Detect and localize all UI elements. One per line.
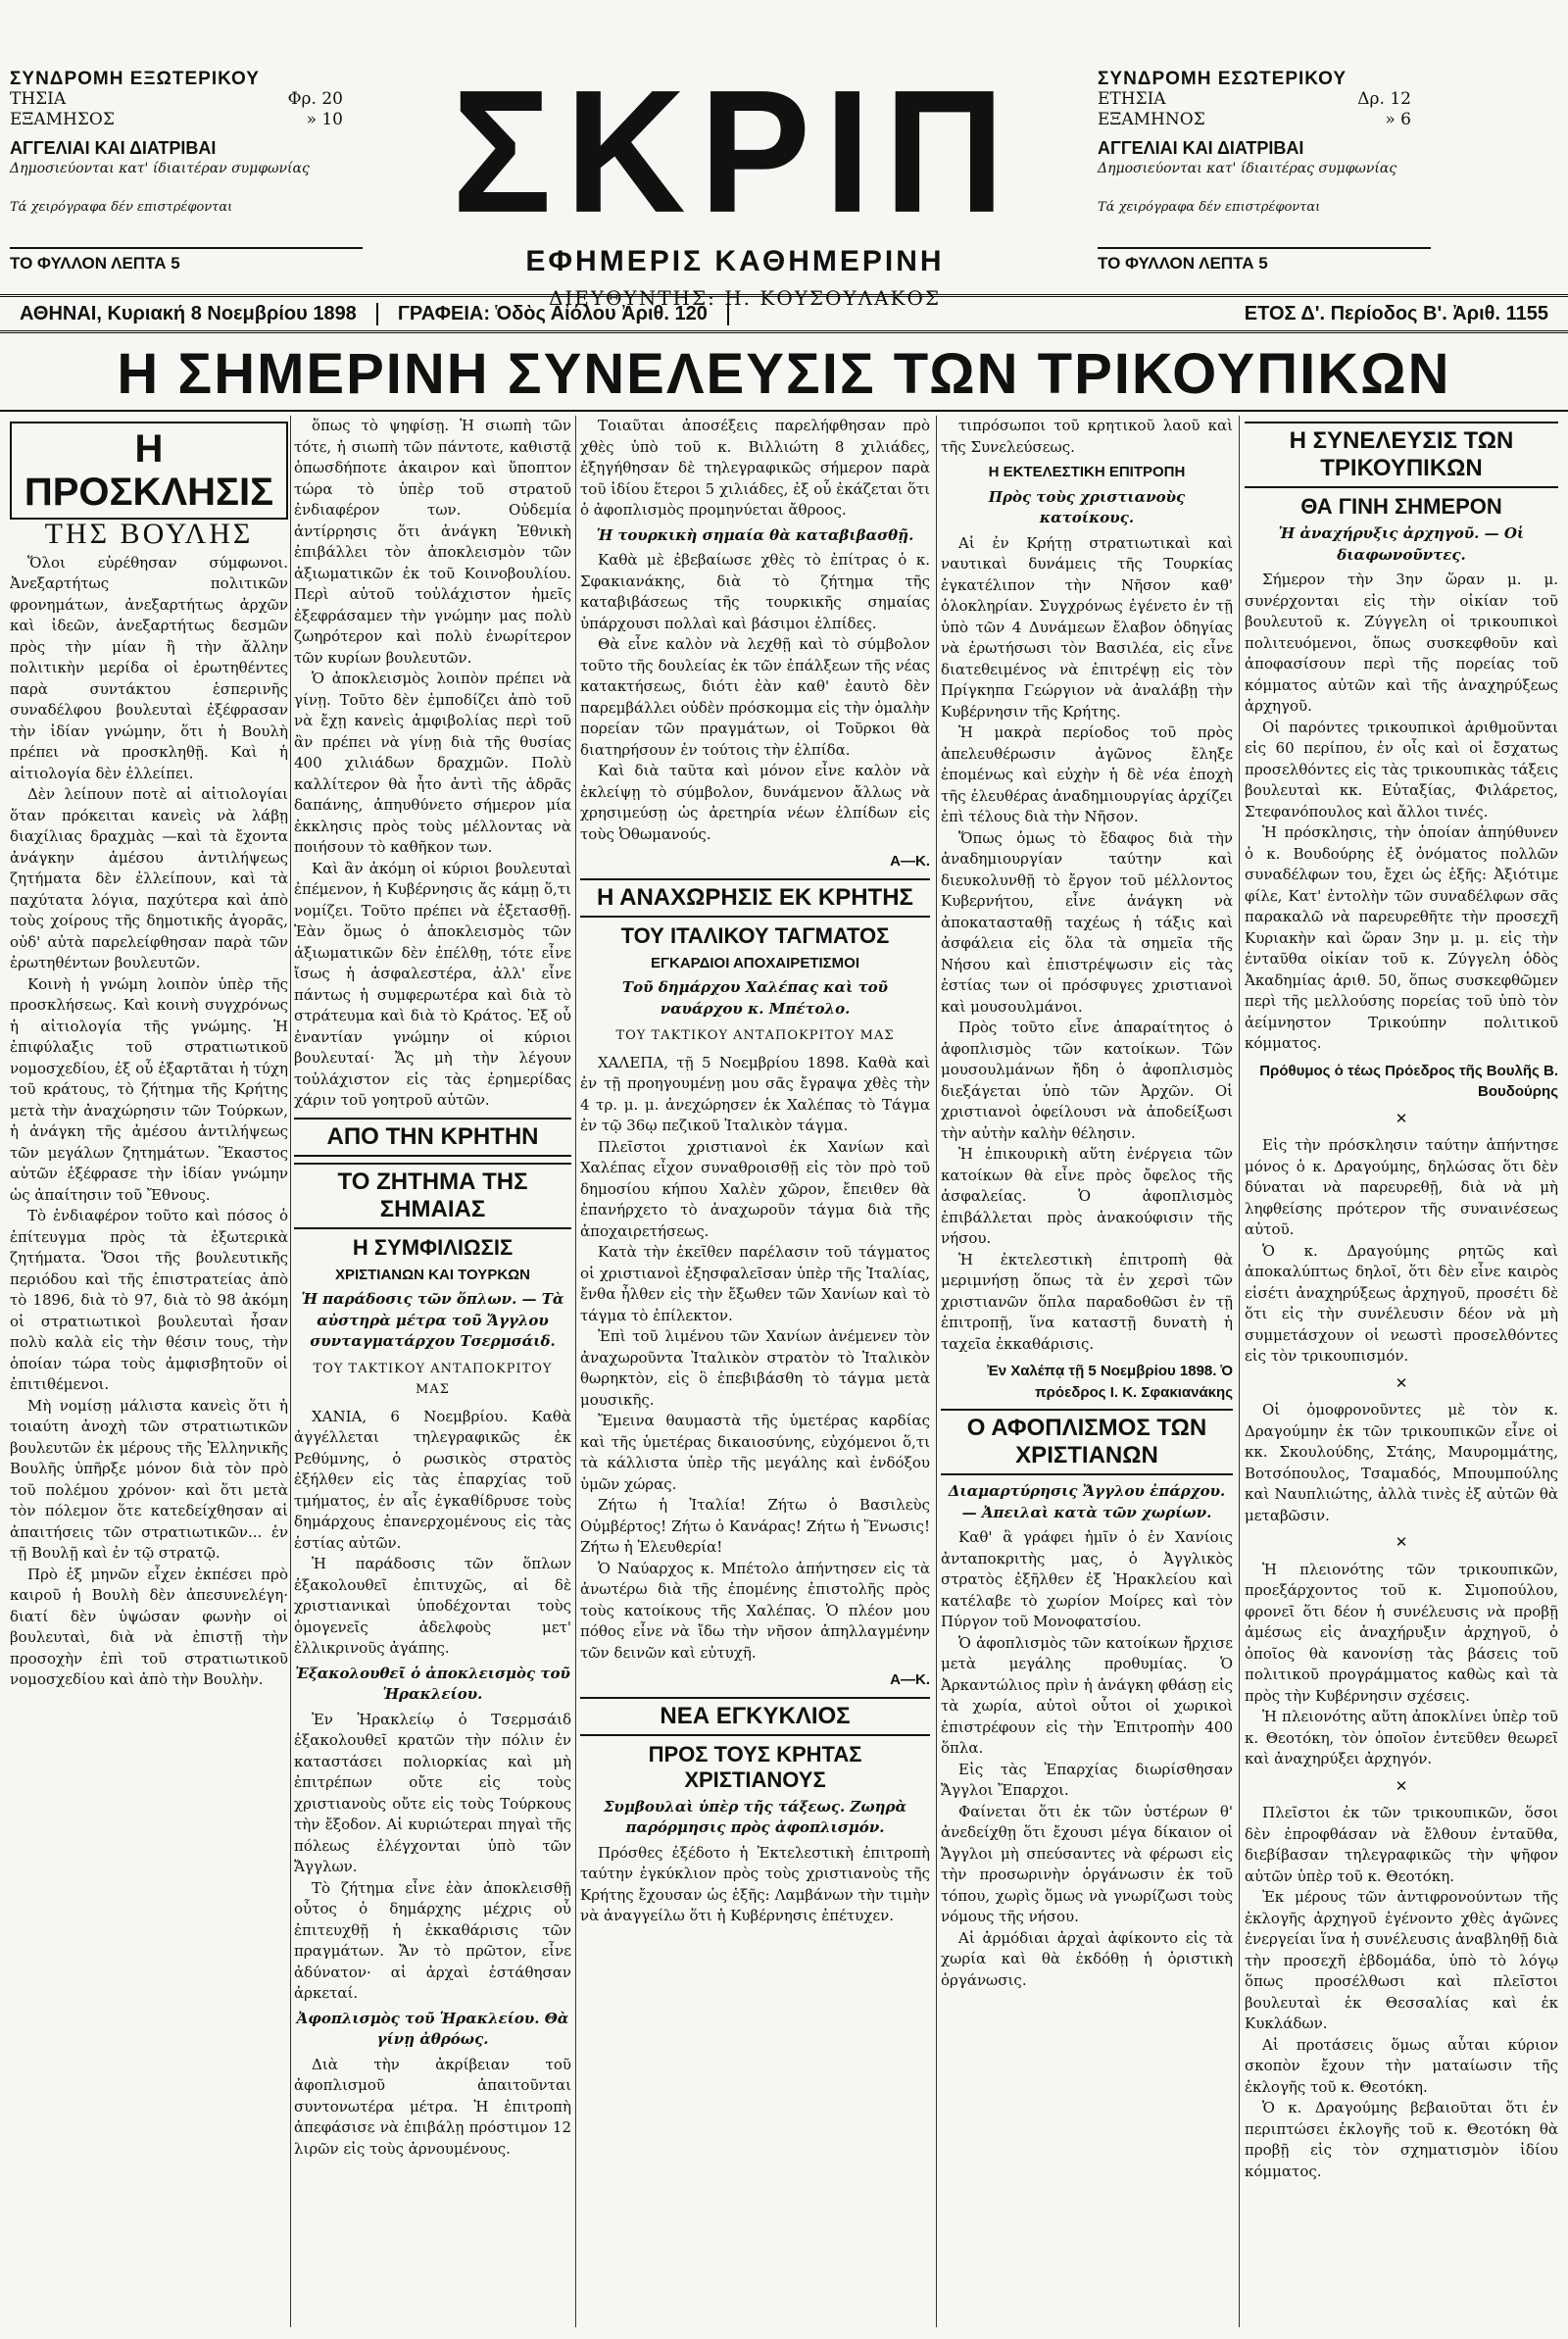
- column-5: [1245, 416, 1558, 2327]
- paragraph: Δὲν λείπουν ποτὲ αἱ αἰτιολογίαι ὅταν πρόκειται κανεὶς νὰ λάβῃ διαχίλιας δραχμὰς —καὶ τὰ ἔχοντα ἀνάγκην ἀμέσου ἀντιλήψεως ζητήματα δὲν ἐλλείπουν, καὶ τὰ παχύτατα λόγια, παχύτερα καὶ ἀπὸ τοὺς χοίρους τῆς δημοτικῆς ἀγορᾶς, οὐδ' αὐτὰ παρελείφθησαν παρὰ τῶν ἐρωτηθέντων βουλευτῶν.: [10, 785, 288, 971]
- column-divider: [575, 416, 576, 2327]
- columns: [0, 416, 1568, 2327]
- subscription-domestic-heading: ΣΥΝΔΡΟΜΗ ΕΣΩΤΕΡΙΚΟΥ: [1098, 69, 1348, 89]
- article-summary: Ἡ παράδοσις τῶν ὅπλων. — Τὰ αὐστηρὰ μέτρα τοῦ Ἄγγλου συνταγματάρχου Τσερμσάιδ.: [301, 1290, 564, 1350]
- paragraph: Μὴ νομίσῃ μάλιστα κανεὶς ὅτι ἡ τοιαύτη ἀνοχὴ τῶν στρατιωτικῶν βουλευτῶν ἐκ μέρους τῆς Ἑλληνικῆς Βουλῆς ὑπῆρξε μόνον διὰ τὸν πρὸ τοῦ πολέμου χρόνον· καὶ ὅτι μετὰ τὸν πόλεμον ὅτε κατεδείχθησαν αἱ ἀπαιτήσεις τῶν στρατιωτικῶν... ἐν τῇ Βουλῇ καὶ ἐν τῷ στρατῷ.: [10, 1396, 288, 1562]
- ads-heading-left: ΑΓΓΕΛΙΑΙ ΚΑΙ ΔΙΑΤΡΙΒΑΙ: [10, 138, 217, 158]
- paragraph: Κοινὴ ἡ γνώμη λοιπὸν ὑπὲρ τῆς προσκλήσεως. Καὶ κοινὴ συγχρόνως ἡ αἰτιολογία τῆς γνώμης. Ἡ ἐπιφύλαξις τοῦ στρατιωτικοῦ νομοσχεδίου, ἐξ οὗ ἐξαρτᾶται ἡ τύχη τοῦ κράτους, τὸ ζήτημα τῆς Κρήτης μετὰ τὴν ἀναχώρησιν τῶν Τούρκων, ἡ ἀνάγκη τῆς ἀμέσου ἀντιλήψεως τῶν μεγάλων ζητημάτων. Ἕκαστος αὐτῶν ἐξέφρασε τὴν ἰδίαν γνώμην ὡς ἀπαίτησιν τοῦ Ἔθνους.: [10, 974, 288, 1204]
- paragraph: Τοιαῦται ἀποσέξεις παρελήφθησαν πρὸ χθὲς ὑπὸ τοῦ κ. Βιλλιώτη 8 χιλιάδες, ἐξηγήθησαν δὲ τηλεγραφικῶς σήμερον παρὰ τοῦ ἰδίου ἕτεροι 5 χιλιάδες, ἐξ οὗ ἐκάζεται ὅτι ὁ ἀφοπλισμὸς προμηνύεται ἄθροος.: [580, 417, 930, 519]
- newspaper-logo: ΣΚΡΙΠ: [451, 54, 1019, 250]
- article-title: Η ΕΚΤΕΛΕΣΤΙΚΗ ΕΠΙΤΡΟΠΗ: [988, 464, 1186, 480]
- price-left: ΤΟ ΦΥΛΛΟΝ ΛΕΠΤΑ 5: [10, 247, 363, 274]
- issue-number: ΕΤΟΣ Δ'. Περίοδος Β'. Ἀριθ. 1155: [1244, 302, 1548, 324]
- paragraph: Οἱ ὁμοφρονοῦντες μὲ τὸν κ. Δραγούμην ἐκ τῶν τρικουπικῶν εἶνε οἱ κκ. Σκουλούδης, Στάης, Μαυρομμάτης, Βοτσόπουλος, Τσαμαδός, Μπουμπούλης καὶ Ναυπλιώτης, ἀλλὰ τινὲς ἐξ αὐτῶν θὰ μεταβῶσιν.: [1245, 1401, 1558, 1524]
- paragraph: Ὁ κ. Δραγούμης βεβαιοῦται ὅτι ἐν περιπτώσει ἐκλογῆς τοῦ κ. Θεοτόκη θὰ προβῇ εἰς τὸν σχηματισμὸν ἰδίου κόμματος.: [1245, 2099, 1558, 2180]
- paragraph: Ἡ ἐκτελεστικὴ ἐπιτροπὴ θὰ μεριμνήσῃ ὅπως τὰ ἐν χερσὶ τῶν χριστιανῶν ὅπλα παραδοθῶσι ἐν τῇ ἐπιτροπῇ, ἵνα καταστῇ δυνατὴ ἡ ταχεῖα ἐκκαθάρισις.: [941, 1250, 1233, 1353]
- paragraph: Καθὰ μὲ ἐβεβαίωσε χθὲς τὸ ἐπίτρας ὁ κ. Σφακιανάκης, διὰ τὸ ζήτημα τῆς καταβιβάσεως τῆς τουρκικῆς σημαίας ὑπάρχουσι πολλαὶ καὶ βάσιμοι ἐλπίδες.: [580, 551, 930, 632]
- paragraph: Ἔμεινα θαυμαστὰ τῆς ὑμετέρας καρδίας καὶ τῆς ὑμετέρας δικαιοσύνης, εὐχόμενοι ὅ,τι τὰ κάλλιστα ὑπὲρ τῆς μεγάλης καὶ ἐνδόξου ὑμῶν χώρας.: [580, 1412, 930, 1493]
- article-subtitle: ΕΓΚΑΡΔΙΟΙ ΑΠΟΧΑΙΡΕΤΙΣΜΟΙ: [651, 954, 859, 971]
- article-title: Η ΣΥΜΦΙΛΙΩΣΙΣ: [352, 1234, 514, 1260]
- ads-note-right: Δημοσιεύονται κατ' ίδιαιτέρας συμφωνίας: [1098, 161, 1397, 176]
- article-title: Η ΑΝΑΧΩΡΗΣΙΣ ΕΚ ΚΡΗΤΗΣ: [580, 878, 930, 918]
- paragraph: Καὶ διὰ ταῦτα καὶ μόνον εἶνε καλὸν νὰ ἐκλείψῃ τὸ σύμβολον, δυνάμενον ἄλλως νὰ χρησιμεύσῃ ὡς ἀρετηρία νέων ἐλπίδων εἰς τοὺς Ὀθωμανούς.: [580, 762, 930, 843]
- paragraph: Ἡ πρόσκλησις, τὴν ὁποίαν ἀπηύθυνεν ὁ κ. Βουδούρης ἐξ ὀνόματος πολλῶν συναδέλφων του, ἔχει ὡς ἑξῆς: Ἀξιότιμε φίλε, Κατ' ἐντολὴν τῶν συναδέλφων σᾶς παρακαλῶ νὰ παρευρεθῆτε τὴν προσεχῆ Κυριακὴν καὶ ὥραν 3ην μ. μ. εἰς τὴν ἐνταῦθα οἰκίαν τοῦ κ. Ζύγγελη ὁδὸς Ἀκαδημίας ἀριθ. 50, ὅπως συσκεφθῶμεν περὶ τῆς μελλούσης πορείας τοῦ ὑπὸ τὸν ἀείμνηστον Τρικούπην πολιτικοῦ κόμματος.: [1245, 823, 1558, 1052]
- subscription-domestic-annual: ΕΤΗΣΙΑ Δρ. 12: [1098, 89, 1411, 109]
- column-4: [941, 416, 1233, 2327]
- article-subtitle: ΧΡΙΣΤΙΑΝΩΝ ΚΑΙ ΤΟΥΡΚΩΝ: [334, 1266, 531, 1283]
- subscription-domestic-semester: ΕΞΑΜΗΝΟΣ » 6: [1098, 110, 1411, 129]
- paragraph: Ἐκ μέρους τῶν ἀντιφρονούντων τῆς ἐκλογῆς ἀρχηγοῦ ἐγένοντο χθὲς ἀγῶνες ἐνεργείαι ἵνα ἡ συνέλευσις ἀναβληθῇ διὰ τὴν προσεχῆ ἑβδομάδα, ὑπὸ τὸ λόγῳ ὅπως προσέλθωσι καὶ πλεῖστοι βουλευταὶ ἐκ Θεσσαλίας καὶ ἐκ Κυκλάδων.: [1245, 1888, 1558, 2032]
- paragraph: ΧΑΛΕΠΑ, τῇ 5 Νοεμβρίου 1898. Καθὰ καὶ ἐν τῇ προηγουμένῃ μου σᾶς ἔγραψα χθὲς τὴν 4 τρ. μ. μ. ἀνεχώρησεν ἐκ Χαλέπας τὸ Τάγμα ἐν τῷ 36ῳ πεζικοῦ Ἰταλικὸν τάγμα.: [580, 1053, 930, 1134]
- paragraph: Ἡ ἐπικουρικὴ αὕτη ἐνέργεια τῶν κατοίκων θὰ εἶνε πρὸς ὄφελος τῆς ἀσφαλείας. Ὁ ἀφοπλισμὸς ἐπιβάλλεται πρὸς ἀνακούφισιν τῆς νήσου.: [941, 1145, 1233, 1247]
- article-title: ΝΕΑ ΕΓΚΥΚΛΙΟΣ: [580, 1697, 930, 1736]
- paragraph: Ὅλοι εὑρέθησαν σύμφωνοι. Ἀνεξαρτήτως πολιτικῶν φρονημάτων, ἀνεξαρτήτως ἀρχῶν καὶ ἰδεῶν, ἀνεξαρτήτως δεσμῶν πρὸς τὴν μίαν ἢ τὴν ἄλλην πολιτικὴν μερίδα οἱ ἐρωτηθέντες παρὰ συντάκτου ἑσπερινῆς συναδέλφου βουλευταὶ ἐξέφρασαν τὴν ἰδίαν γνώμην, ὅτι ἡ Βουλὴ πρέπει νὰ προσκληθῇ. Καὶ ἡ αἰτιολογία δὲν ἐλλείπει.: [10, 553, 288, 782]
- ads-heading-right: ΑΓΓΕΛΙΑΙ ΚΑΙ ΔΙΑΤΡΙΒΑΙ: [1098, 138, 1304, 158]
- paragraph: Σήμερον τὴν 3ην ὥραν μ. μ. συνέρχονται εἰς τὴν οἰκίαν τοῦ βουλευτοῦ κ. Ζύγγελη οἱ τρικουπικοὶ πολιτευόμενοι, ὅπως συσκεφθοῦν καὶ ἀποφασίσουν περὶ τῆς πορείας τοῦ κόμματος αὐτῶν καὶ τῆς ἀναχηρύξεως ἀρχηγοῦ.: [1245, 571, 1558, 715]
- paragraph: Εἰς τὴν πρόσκλησιν ταύτην ἀπήντησε μόνος ὁ κ. Δραγούμης, δηλώσας ὅτι δὲν δύναται νὰ παρευρεθῇ, διὰ νὰ μὴ ληφθείσης πρότερον τῆς συναινέσεως αὐτοῦ.: [1245, 1136, 1558, 1238]
- article-title: ΤΟ ΖΗΤΗΜΑ ΤΗΣ ΣΗΜΑΙΑΣ: [294, 1163, 571, 1229]
- article-title: ΑΠΟ ΤΗΝ ΚΡΗΤΗΝ: [294, 1118, 571, 1157]
- dateline-bar: [0, 294, 1568, 333]
- paragraph: Οἱ παρόντες τρικουπικοὶ ἀριθμοῦνται εἰς 60 περίπου, ἐν οἷς καὶ οἱ ἔσχατως προσελθόντες εἰς τὰς τρικουπικὰς τάξεις βουλευταὶ κκ. Εὐταξίας, Φιλάρετος, Στεφανόπουλος καὶ ἄλλοι τινές.: [1245, 718, 1558, 821]
- paragraph: Ὅπως ὁμως τὸ ἔδαφος διὰ τὴν ἀναδημιουργίαν ταύτην καὶ διευκολυνθῇ τὸ ἔργον τοῦ μέλλοντος Κυβερνήτου, εἶνε ἀνάγκη νὰ ἀποκατασταθῇ ταχέως ἡ τάξις καὶ ἀσφάλεια εἰς ὅλα τὰ σημεῖα τῆς Νήσου καὶ ἐπιστρέψωσιν εἰς τὰς ἑστίας των οἱ πρόσφυγες χριστιανοὶ καὶ μουσουλμάνοι.: [941, 828, 1233, 1016]
- issue-date: ΑΘΗΝΑΙ, Κυριακή 8 Νοεμβρίου 1898: [0, 303, 378, 325]
- manuscripts-note-right: Τά χειρόγραφα δέν επιστρέφονται: [1098, 200, 1321, 215]
- section-heading: Ἐξακολουθεῖ ὁ ἀποκλεισμὸς τοῦ Ἡρακλείου.: [295, 1664, 570, 1703]
- paragraph: τιπρόσωποι τοῦ κρητικοῦ λαοῦ καὶ τῆς Συνελεύσεως.: [941, 417, 1233, 456]
- article-subtitle: Πρὸς τοὺς χριστιανοὺς κατοίκους.: [988, 487, 1186, 526]
- article-summary: Ἡ ἀναχήρυξις ἀρχηγοῦ. — Οἱ διαφωνοῦντες.: [1278, 524, 1525, 564]
- subscription-abroad-annual: ΤΗΣΙΑ Φρ. 20: [10, 89, 343, 109]
- article-summary: Συμβουλαὶ ὑπὲρ τῆς τάξεως. Ζωηρὰ παρόρμησις πρὸς ἀφοπλισμόν.: [603, 1797, 907, 1836]
- article-title: Η ΣΥΝΕΛΕΥΣΙΣ ΤΩΝ ΤΡΙΚΟΥΠΙΚΩΝ: [1245, 422, 1558, 488]
- manuscripts-note-left: Τά χειρόγραφα δέν επιστρέφονται: [10, 200, 233, 215]
- paragraph: ὅπως τὸ ψηφίσῃ. Ἡ σιωπὴ τῶν τότε, ἡ σιωπὴ τῶν πάντοτε, καθιστᾷ ὁπωσδήποτε ἀκαιρον καὶ ὕποπτον τώρα τὸ ὑπὲρ τοῦ στρατοῦ ἐνδιαφέρον των. Οὐδεμία ἀντίρρησις ὅτι ἀνάγκη Ἐθνικὴ ἐπιβάλλει τὸν ἀποκλεισμὸν τῶν ἀξιωματικῶν ἐκ τοῦ Κοινοβουλίου. Περὶ αὐτοῦ τοὐλάχιστον ἡμεῖς ἐξεφράσαμεν τὴν γνώμην μας πολὺ ζωηρότερον καὶ πολὺ ἐνωρίτερον τῶν κυρίων βουλευτῶν.: [294, 417, 571, 667]
- correspondent-line: ΤΟΥ ΤΑΚΤΙΚΟΥ ΑΝΤΑΠΟΚΡΙΤΟΥ ΜΑΣ: [615, 1028, 895, 1043]
- divider-cross-icon: ✕: [1395, 1373, 1408, 1392]
- column-1: [10, 416, 288, 2327]
- subscription-abroad-heading: ΣΥΝΔΡΟΜΗ ΕΞΩΤΕΡΙΚΟΥ: [10, 69, 260, 89]
- newspaper-subtitle: ΕΦΗΜΕΡΙΣ ΚΑΘΗΜΕΡΙΝΗ: [525, 245, 945, 277]
- article-title: Ο ΑΦΟΠΛΙΣΜΟΣ ΤΩΝ ΧΡΙΣΤΙΑΝΩΝ: [941, 1409, 1233, 1475]
- paragraph: Ἡ παράδοσις τῶν ὅπλων ἐξακολουθεῖ ἐπιτυχῶς, αἱ δὲ χριστιανικαὶ ὑποδέχονται τοὺς ὁμογενεῖς ἀδελφοὺς μετ' ἐλλικρινοῦς ἀγάπης.: [294, 1555, 571, 1657]
- correspondent-line: ΤΟΥ ΤΑΚΤΙΚΟΥ ΑΝΤΑΠΟΚΡΙΤΟΥ ΜΑΣ: [313, 1361, 553, 1397]
- paragraph: Διὰ τὴν ἀκρίβειαν τοῦ ἀφοπλισμοῦ ἀπαιτοῦνται συντονωτέρα μέτρα. Ἡ ἐπιτροπὴ ἀπεφάσισε νὰ ἐπιβάλῃ πρόστιμον 12 λιρῶν εἰς τοὺς ἀρνουμένους.: [294, 2055, 571, 2158]
- article-title: Η ΠΡΟΣΚΛΗΣΙΣ: [10, 422, 288, 520]
- ads-note-left: Δημοσιεύονται κατ' ίδιαιτέραν συμφωνίας: [10, 161, 310, 176]
- price-right: ΤΟ ΦΥΛΛΟΝ ΛΕΠΤΑ 5: [1098, 247, 1431, 274]
- paragraph: Αἱ ἐν Κρήτῃ στρατιωτικαὶ καὶ ναυτικαὶ δυνάμεις τῆς Τουρκίας ἐγκατέλιπον τὴν Νῆσον καθ' ὁλοκληρίαν. Συγχρόνως ἐγένετο ἐν τῇ ὑπὸ τῶν 4 Δυνάμεων ἔλαβον ὁδηγίας νὰ ἐρωτήσωσι τὸν Βασιλέα, εἰς εἶνε διατεθειμένος νὰ ἐπιτρέψῃ εἰς τὸν Πρίγκηπα Γεώργιον νὰ ἀναλάβῃ τὴν Κυβέρνησιν τῆς Κρήτης.: [941, 533, 1233, 721]
- signature: Πρόθυμος ὁ τέως Πρόεδρος τῆς Βουλῆς Β. Βουδούρης: [1259, 1062, 1558, 1100]
- director-line: ΔΙΕΥΘΥΝΤΗΣ: Η. ΚΟΥΣΟΥΛΑΚΟΣ: [548, 286, 942, 310]
- column-divider: [290, 416, 291, 2327]
- column-2: [294, 416, 571, 2327]
- signature: Α—Κ.: [890, 853, 930, 870]
- paragraph: Ἐν Ἡρακλείῳ ὁ Τσερμσάιδ ἐξακολουθεῖ κρατῶν τὴν πόλιν ἐν καταστάσει πολιορκίας καὶ μὴ ἐπιτρέπων οὔτε εἰς τοὺς χριστιανοὺς οὔτε εἰς τοὺς Τούρκους τὴν ἔξοδον. Αἱ κυριώτεραι πηγαὶ τῆς πόλεως ἐλέγχονται ὑπὸ τῶν Ἄγγλων.: [294, 1710, 571, 1875]
- paragraph: Ὁ Ναύαρχος κ. Μπέτολο ἀπήντησεν εἰς τὰ ἀνωτέρω διὰ τῆς ἐπομένης ἐπιστολῆς πρὸς τοὺς κατοίκους τῆς Χαλέπας. Ὁ πλέον μου πόθος εἶνε νὰ ἴδω τὴν νῆσον ἀπηλλαγμένην τῶν δεινῶν καὶ εὐτυχῆ.: [580, 1559, 930, 1662]
- paragraph: Αἱ ἁρμόδιαι ἀρχαὶ ἀφίκοντο εἰς τὰ χωρία καὶ θὰ ἐκδόθῃ ἡ ὁριστικὴ ὀργάνωσις.: [941, 1928, 1233, 1989]
- subscription-abroad-box: [10, 69, 363, 274]
- subscription-domestic-box: [1098, 69, 1431, 274]
- article-subtitle: ΤΗΣ ΒΟΥΛΗΣ: [44, 518, 254, 550]
- article-subtitle: ΘΑ ΓΙΝΗ ΣΗΜΕΡΟΝ: [1300, 494, 1502, 519]
- section-heading: Ἀφοπλισμὸς τοῦ Ἡρακλείου. Θὰ γίνῃ ἀθρόως.: [296, 2009, 569, 2048]
- paragraph: ΧΑΝΙΑ, 6 Νοεμβρίου. Καθὰ ἀγγέλλεται τηλεγραφικῶς ἐκ Ρεθύμνης, ὁ ρωσικὸς στρατὸς ἐξήλθεν εἰς τὰς ἐπαρχίας τοῦ τμήματος, ἐν αἷς ἐγκαθίδρυσε τοὺς δημάρχους ἐπανερχομένους εἰς τὰς ἑστίας αὐτῶν.: [294, 1407, 571, 1552]
- signature: Ἐν Χαλέπᾳ τῇ 5 Νοεμβρίου 1898. Ὁ πρόεδρος Ι. Κ. Σφακιανάκης: [987, 1363, 1233, 1401]
- office-address: ΓΡΑΦΕΙΑ: Ὁδὸς Αἰόλου Ἀριθ. 120: [378, 303, 729, 325]
- paragraph: Αἱ προτάσεις ὅμως αὗται κύριον σκοπὸν ἔχουν τὴν ματαίωσιν τῆς ἐκλογῆς τοῦ κ. Θεοτόκη.: [1245, 2035, 1558, 2096]
- column-divider: [936, 416, 937, 2327]
- paragraph: Ἡ πλειονότης τῶν τρικουπικῶν, προεξάρχοντος τοῦ κ. Σιμοπούλου, φρονεῖ ὅτι δέον ἡ συνέλευσις νὰ προβῇ ἀμέσως εἰς ἀναχήρυξιν ἀρχηγοῦ, ὁ ὁποῖος θὰ κανονίσῃ τὰς βάσεις τοῦ πολιτικοῦ προγράμματος καθὼς καὶ τὰ πρὸς τὴν Κυβέρνησιν σχέσεις.: [1245, 1560, 1558, 1705]
- paragraph: Ἡ πλειονότης αὕτη ἀποκλίνει ὑπὲρ τοῦ κ. Θεοτόκη, τὸν ὁποῖον ἐντεῦθεν θεωρεῖ καὶ ἀναχηρύξει ἀρχηγόν.: [1245, 1708, 1558, 1767]
- paragraph: Πρόσθες ἐξέδοτο ἡ Ἐκτελεστικὴ ἐπιτροπὴ ταύτην ἐγκύκλιον πρὸς τοὺς χριστιανοὺς τῆς Κρήτης ἔχουσαν ὡς ἑξῆς: Λαμβάνων τὴν τιμὴν νὰ ἀναγγείλω ὅτι ἡ Κυβέρνησις ἐπέτυχεν.: [580, 1843, 930, 1924]
- article-title: ΠΡΟΣ ΤΟΥΣ ΚΡΗΤΑΣ ΧΡΙΣΤΙΑΝΟΥΣ: [648, 1741, 862, 1792]
- paragraph: Πλεῖστοι χριστιανοὶ ἐκ Χανίων καὶ Χαλέπας εἶχον συναθροισθῇ εἰς τὸν πρὸ τοῦ δημοσίου κήπου Χαλὲν χῶρον, ἔπειθεν θὰ ἐπανήρχετο τὸ ἀναχωροῦν τάγμα διὰ τῆς ἀποχαιρετήσεως.: [580, 1137, 930, 1240]
- paragraph: Καθ' ἃ γράφει ἡμῖν ὁ ἐν Χανίοις ἀνταποκριτὴς μας, ὁ Ἀγγλικὸς στρατὸς ἐξῆλθεν ἐξ Ἡρακλείου καὶ κατέλαβε τὸ χωρίον Μοίρες καὶ τὸν Πύργον τοῦ Μονοφατσίου.: [941, 1528, 1233, 1630]
- main-headline: Η ΣΗΜΕΡΙΝΗ ΣΥΝΕΛΕΥΣΙΣ ΤΩΝ ΤΡΙΚΟΥΠΙΚΩΝ: [117, 342, 1451, 406]
- paragraph: Τὸ ἐνδιαφέρον τοῦτο καὶ πόσος ὁ ἐπίτευγμα πρὸς τὰ ἐξωτερικὰ ζητήματα. Ὅσοι τῆς βουλευτικῆς περιόδου καὶ τῆς ἐπιστρατείας ἀπὸ τὸ 1896, διὰ τὸ 97, διὰ τὸ 98 ἀκόμη οἱ στρατιωτικοὶ βουλευταὶ ἦσαν πολὺ καλὰ εἰς τὴν θέσιν τους, τὴν ὁποίαν τώρα τοὺς ἀμφισβητοῦν οἱ ἐπιτιθέμενοι.: [10, 1207, 288, 1393]
- masthead: [0, 54, 1568, 310]
- paragraph: Πλεῖστοι ἐκ τῶν τρικουπικῶν, ὅσοι δὲν ἐπροφθάσαν νὰ ἔλθουν ἐνταῦθα, διεβίβασαν τηλεγραφικῶς τὴν ψῆφον αὐτῶν ὑπὲρ τοῦ κ. Θεοτόκη.: [1245, 1804, 1558, 1885]
- divider-cross-icon: ✕: [1395, 1776, 1408, 1795]
- paragraph: Ἡ μακρὰ περίοδος τοῦ πρὸς ἀπελευθέρωσιν ἀγῶνος ἔληξε ἐπομένως καὶ εὐχὴν ἡ δὲ νέα ἐποχὴ τῆς ἐλευθέρας ἀναδημιουργίας ἀρχίζει ἐπὶ τέλους διὰ τὴν Νῆσον.: [941, 723, 1233, 825]
- signature: Α—Κ.: [890, 1671, 930, 1688]
- paragraph: Φαίνεται ὅτι ἐκ τῶν ὑστέρων θ' ἀνεδείχθῃ ὅτι ἔχουσι μέγα δίκαιον οἱ Ἄγγλοι μὴ σπεύσαντες νὰ φέρωσι εἰς τὴν προσωρινὴν ὀργάνωσιν ἐκ τοῦ τόπου, χωρὶς ὅμως νὰ γνωρίζωσι τοὺς νόμους τῆς νήσου.: [941, 1802, 1233, 1925]
- paragraph: Ὁ κ. Δραγούμης ρητῶς καὶ ἀποκαλύπτως δηλοῖ, ὅτι δὲν εἶνε καιρὸς εἰσέτι ἀναχηρύξεως ἀρχηγοῦ, προσέτι δὲ ὅτι εἰς τὴν συνέλευσιν δέον νὰ μὴ συμμετάσχουν οἱ νεωστὶ προσελθόντες εἰς τὸν τρικουπισμόν.: [1245, 1241, 1558, 1365]
- divider-cross-icon: ✕: [1395, 1533, 1408, 1551]
- paragraph: Τὸ ζήτημα εἶνε ἐὰν ἀποκλεισθῇ οὗτος ὁ δημάρχης μέχρις οὗ ἐπιτευχθῇ ἡ ἐκκαθάρισις τῶν πραγμάτων. Ἄν τὸ πρῶτον, εἶνε ἀδύνατον· αἱ ἀρχαὶ ἐστάθησαν ἀρκεταί.: [294, 1878, 571, 2002]
- subscription-abroad-semester: ΕΞΑΜΗΣΟΣ » 10: [10, 110, 343, 129]
- paragraph: Ἐπὶ τοῦ λιμένου τῶν Χανίων ἀνέμενεν τὸν ἀναχωροῦντα Ἰταλικὸν στρατὸν τὸ Ἰταλικὸν θωρηκτὸν, εἰς ὃ ἐπεβιβάσθη τὸ τάγμα μετὰ μουσικῆς.: [580, 1327, 930, 1409]
- paragraph: Ζήτω ἡ Ἰταλία! Ζήτω ὁ Βασιλεὺς Οὐμβέρτος! Ζήτω ὁ Κανάρας! Ζήτω ἡ Ἕνωσις! Ζήτω ἡ Ἐλευθερία!: [580, 1496, 930, 1556]
- paragraph: Ὁ ἀποκλεισμὸς λοιπὸν πρέπει νὰ γίνῃ. Τοῦτο δὲν ἐμποδίζει ἀπὸ τοῦ νὰ ἔχῃ κανεὶς ἀμφιβολίας περὶ τοῦ ἂν πρέπει νὰ γίνῃ διὰ τῆς θυσίας 400 χιλιάδων δραχμῶν. Πολὺ καλλίτερον θὰ ἦτο ἀντὶ τῆς ἁδρᾶς δαπάνης, ἀπηυθύνετο σήμερον μία ἐκκλησις πρὸς τοὺς μέλλοντας νὰ ποιήσουν τὸ καθῆκον των.: [294, 670, 571, 856]
- paragraph: Ὁ ἀφοπλισμὸς τῶν κατοίκων ἤρχισε μετὰ μεγάλης προθυμίας. Ὁ Ἀρκαντώλιος πρὶν ἡ ἀνάγκη φθάσῃ εἰς τὰ χωρία, αὐτοὶ οὗτοι οἱ χωρικοὶ ἐπιστρέφουν εἰς τὴν Ἐπιτροπὴν 400 ὅπλα.: [941, 1633, 1233, 1757]
- article-title: ΤΟΥ ΙΤΑΛΙΚΟΥ ΤΑΓΜΑΤΟΣ: [620, 922, 890, 948]
- paragraph: Πρὸ ἐξ μηνῶν εἶχεν ἐκπέσει πρὸ καιροῦ ἡ Βουλὴ δὲν ἀπεσυνελέγη· διατί δὲν ὑψώσαν φωνὴν οἱ βουλευταὶ, διὰ νὰ ἐπιστῇ τὴν προσοχὴν ἐπὶ τοῦ στρατιωτικοῦ νομοσχεδίου καὶ ἀπὸ τὴν Βουλὴν.: [10, 1565, 288, 1688]
- divider-cross-icon: ✕: [1395, 1109, 1408, 1127]
- paragraph: Πρὸς τοῦτο εἶνε ἀπαραίτητος ὁ ἀφοπλισμὸς τῶν κατοίκων. Τῶν μουσουλμάνων ἤδη ὁ ἀφοπλισμὸς διεξάγεται ὑπὸ τῶν Ἀρχῶν. Οἱ χριστιανοὶ ὀφείλουσι νὰ ἀποδείξωσι τὴν αὐτὴν καλὴν θέλησιν.: [941, 1019, 1233, 1142]
- paragraph: Κατὰ τὴν ἐκεῖθεν παρέλασιν τοῦ τάγματος οἱ χριστιανοὶ ἐξησφαλεῖσαν ὑπὲρ τῆς Ἰταλίας, ἔνθα ἦλθεν εἰς τὴν ἔξωθεν τῶν Χανίων καὶ τὸ τάγμα τὸ ἐπίλεκτον.: [580, 1243, 930, 1324]
- article-summary: Διαμαρτύρησις Ἄγγλου ἐπάρχου. — Ἀπειλαὶ κατὰ τῶν χωρίων.: [948, 1482, 1226, 1521]
- paragraph: Εἰς τὰς Ἐπαρχίας διωρίσθησαν Ἄγγλοι Ἔπαρχοι.: [941, 1760, 1233, 1799]
- column-divider: [1239, 416, 1240, 2327]
- section-heading: Ἡ τουρκικὴ σημαία θὰ καταβιβασθῇ.: [596, 525, 914, 544]
- paragraph: Καὶ ἂν ἀκόμη οἱ κύριοι βουλευταὶ ἐπέμενον, ἡ Κυβέρνησις ἄς κάμῃ ὅ,τι νομίζει. Τοῦτο πρέπει νὰ ἐξετασθῇ. Ἐὰν ὅμως ὁ ἀποκλεισμὸς τῶν ἀξιωματικῶν δὲν ἐπέλθῃ, τότε εἶνε ἴσως ἡ ἀσφαλεστέρα, ἀλλ' εἶνε πάντως ἡ συμφερωτέρα καὶ διὰ τὸ στράτευμα καὶ διὰ τὸ Κράτος. Ἐξ οὗ ἐναντίαν γνώμην οἱ κύριοι βουλευταί· Ἄς μὴ τὴν λέγουν τοὐλάχιστον εἰς τὰς ἐρημερίδας χάριν τοῦ γοητροῦ αὐτῶν.: [294, 859, 571, 1109]
- paragraph: Θὰ εἶνε καλὸν νὰ λεχθῇ καὶ τὸ σύμβολον τοῦτο τῆς δουλείας ἐκ τῶν ἐπάλξεων τῆς νέας κατακτήσεως, διότι ἐὰν καθ' ἑαυτὸ δὲν παρεμβάλλει οὐδὲν πρόσκομμα εἰς τὴν ὁμαλὴν πορείαν τῶν πραγμάτων, οἱ Τοῦρκοι θὰ διατηρήσουν ἐν τούτοις τὴν ἐλπίδα.: [580, 635, 930, 759]
- headline-rule: [0, 410, 1568, 412]
- article-summary: Τοῦ δημάρχου Χαλέπας καὶ τοῦ ναυάρχου κ. Μπέτολο.: [621, 978, 889, 1018]
- column-3: [580, 416, 930, 2327]
